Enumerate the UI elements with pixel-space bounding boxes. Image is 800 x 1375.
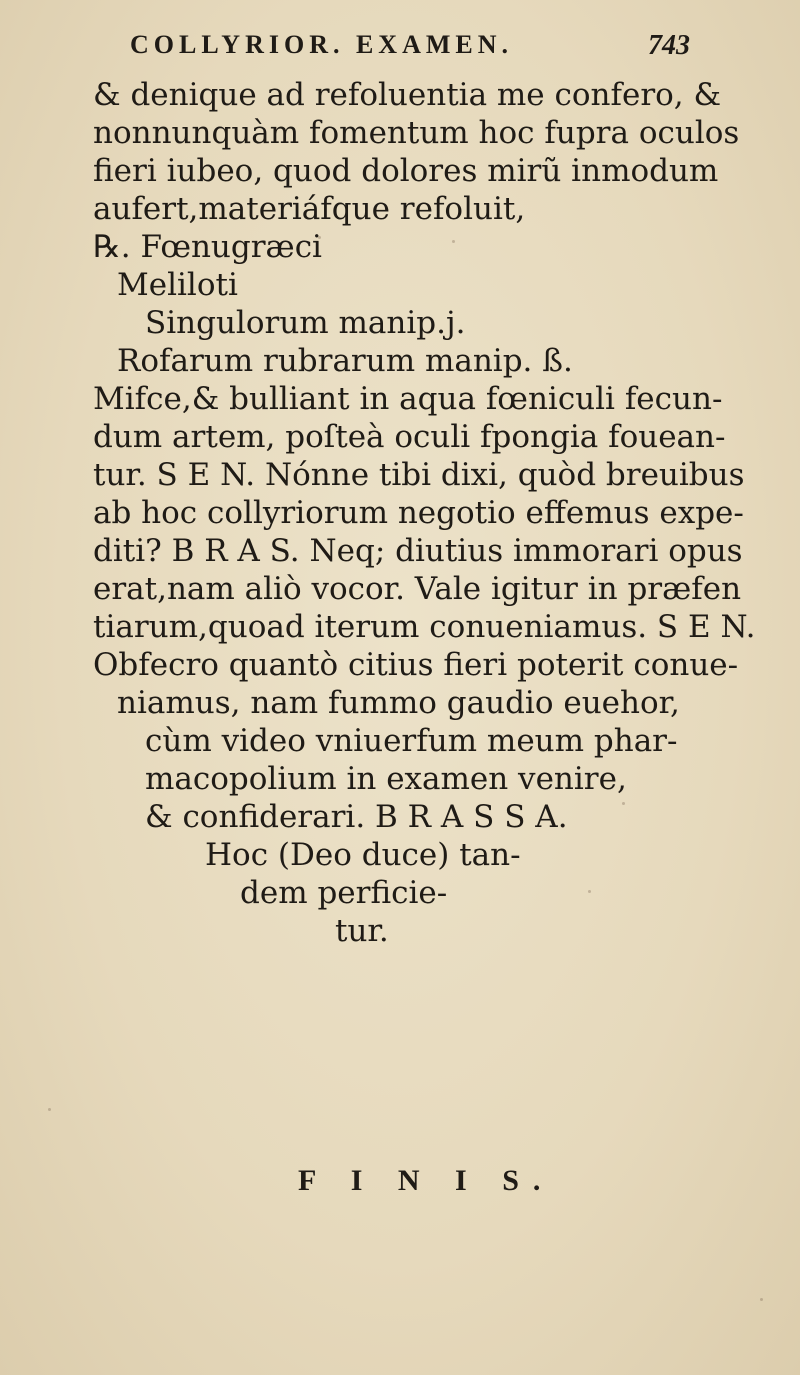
text-line: & denique ad refoluentia me confero, & bbox=[93, 77, 722, 113]
text-line: erat,nam aliò vocor. Vale igitur in præfen bbox=[93, 571, 742, 607]
text-line: macopolium in examen venire, bbox=[145, 761, 627, 797]
text-line: Singulorum manip.j. bbox=[145, 305, 466, 341]
text-line: ℞. Fœnugræci bbox=[93, 229, 322, 265]
text-line: dem perficie- bbox=[240, 875, 448, 911]
text-line: nonnunquàm fomentum hoc fupra oculos bbox=[93, 115, 740, 151]
text-line: ab hoc collyriorum negotio effemus expe- bbox=[93, 495, 744, 531]
text-line: niamus, nam fummo gaudio euehor, bbox=[117, 685, 680, 721]
text-line: & confiderari. B R A S S A. bbox=[145, 799, 568, 835]
paper-speck bbox=[760, 1298, 763, 1301]
text-line: Rofarum rubrarum manip. ß. bbox=[117, 343, 573, 379]
page-number: 743 bbox=[648, 30, 690, 61]
text-line: tiarum,quoad iterum conueniamus. S E N. bbox=[93, 609, 756, 645]
text-line: dum artem, poſteà oculi fpongia fouean- bbox=[93, 419, 726, 455]
text-line: cùm video vniuerfum meum phar- bbox=[145, 723, 678, 759]
running-head: COLLYRIOR. EXAMEN. bbox=[130, 30, 514, 59]
text-line: Hoc (Deo duce) tan- bbox=[205, 837, 521, 873]
paper-speck bbox=[318, 236, 321, 239]
text-line: tur. S E N. Nónne tibi dixi, quòd breuibus bbox=[93, 457, 745, 493]
page-header bbox=[130, 30, 690, 70]
text-line: Obfecro quantò citius fieri poterit conue- bbox=[93, 647, 739, 683]
text-line: tur. bbox=[335, 913, 389, 949]
paper-speck bbox=[48, 1108, 51, 1111]
text-line: fieri iubeo, quod dolores mirũ inmodum bbox=[93, 153, 719, 189]
paper-speck bbox=[452, 240, 455, 243]
paper-speck bbox=[622, 802, 625, 805]
text-line: Meliloti bbox=[117, 267, 238, 303]
text-line: aufert,materiáfque refoluit, bbox=[93, 191, 526, 227]
finis-colophon: F I N I S. bbox=[298, 1164, 555, 1197]
text-line: diti? B R A S. Neq; diutius immorari opus bbox=[93, 533, 743, 569]
text-line: Mifce,& bulliant in aqua fœniculi fecun- bbox=[93, 381, 723, 417]
paper-speck bbox=[588, 890, 591, 893]
